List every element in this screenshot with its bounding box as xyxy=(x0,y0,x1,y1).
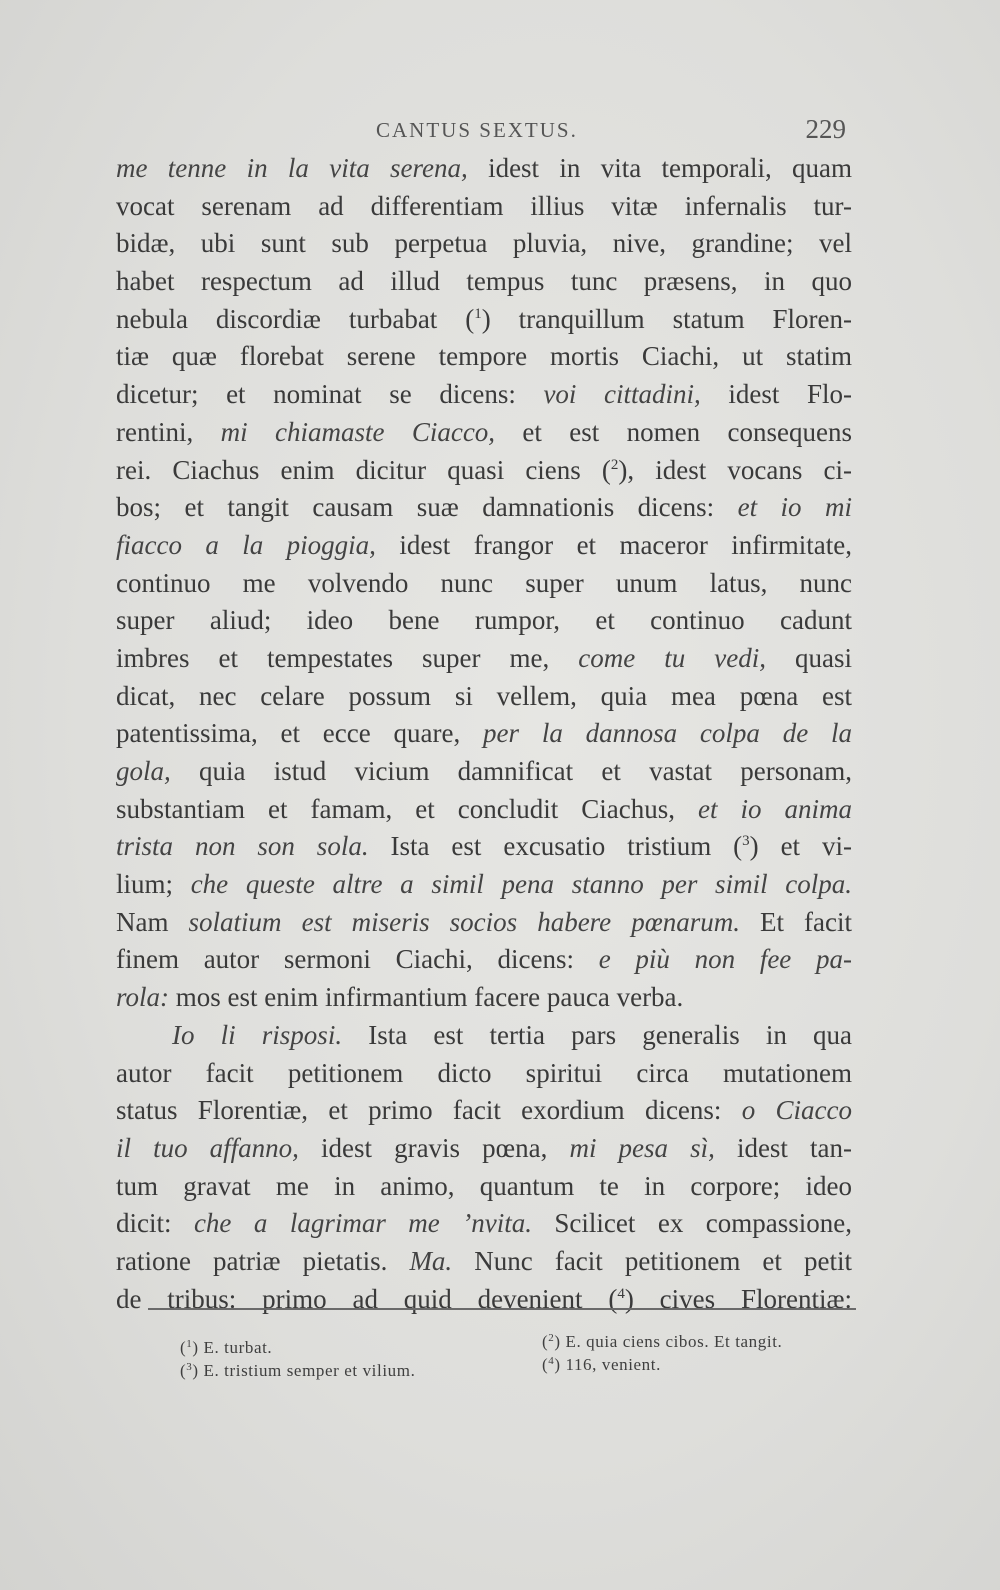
text-line: me tenne in la vita serena, idest in vita temporali, quam xyxy=(116,153,853,183)
text-line: fiacco a la pioggia, idest frangor et maceror infirmitate, xyxy=(116,529,852,560)
text-line: trista non son sola. Ista est excusatio tristium ($^3$) et vi- xyxy=(116,831,852,862)
footnote-rule xyxy=(148,1308,856,1310)
text-line: ratione patriæ pietatis. Ma. Nunc facit petitionem et petit xyxy=(116,1245,852,1276)
body-text xyxy=(116,150,852,1318)
text-line: vocat serenam ad differentiam illius vitæ infernalis tur- xyxy=(116,190,852,221)
text-line: bidæ, ubi sunt sub perpetua pluvia, nive, grandine; vel xyxy=(116,228,852,259)
footnote-4: ($^4$) 116, venient. xyxy=(542,1355,661,1374)
text-line: dicat, nec celare possum si vellem, quia mea pœna est xyxy=(116,680,852,711)
text-line: Nam solatium est miseris socios habere pœnarum. Et facit xyxy=(116,906,852,937)
text-line: bos; et tangit causam suæ damnationis dicens: et io mi xyxy=(116,492,852,523)
footnote-3: ($^3$) E. tristium semper et vilium. xyxy=(180,1361,416,1380)
text-line: tum gravat me in animo, quantum te in corpore; ideo xyxy=(116,1170,852,1201)
text-line: super aliud; ideo bene rumpor, et continuo cadunt xyxy=(116,605,852,636)
text-line: finem autor sermoni Ciachi, dicens: e più non fee pa- xyxy=(116,944,852,975)
text-line: nebula discordiæ turbabat ($^1$) tranquillum statum Floren- xyxy=(116,303,852,334)
text-line: patentissima, et ecce quare, per la dannosa colpa de la xyxy=(116,718,852,749)
text-line: tiæ quæ florebat serene tempore mortis Ciachi, ut statim xyxy=(116,341,852,372)
text-line: status Florentiæ, et primo facit exordium dicens: o Ciacco xyxy=(116,1095,852,1126)
page-number: 229 xyxy=(805,114,846,144)
text-line: Io li risposi. Ista est tertia pars generalis in qua xyxy=(172,1019,852,1050)
text-line: rola: mos est enim infirmantium facere pauca verba. xyxy=(116,982,684,1013)
text-line: rei. Ciachus enim dicitur quasi ciens ($^2$), idest vocans ci- xyxy=(116,454,852,485)
footnote-1: ($^1$) E. turbat. xyxy=(180,1338,273,1357)
text-line: lium; che queste altre a simil pena stanno per simil colpa. xyxy=(116,869,852,900)
text-line: habet respectum ad illud tempus tunc præsens, in quo xyxy=(116,266,852,297)
running-head xyxy=(130,116,850,146)
running-title: CANTUS SEXTUS. xyxy=(376,118,578,142)
text-line: substantiam et famam, et concludit Ciachus, et io anima xyxy=(116,793,852,824)
text-line: gola, quia istud vicium damnificat et vastat personam, xyxy=(116,756,852,786)
footnote-2: ($^2$) E. quia ciens cibos. Et tangit. xyxy=(542,1332,783,1351)
text-line: il tuo affanno, idest gravis pœna, mi pesa sì, idest tan- xyxy=(116,1132,852,1163)
text-line: autor facit petitionem dicto spiritui circa mutationem xyxy=(116,1057,852,1088)
text-line: de tribus: primo ad quid devenient ($^4$) cives Florentiæ: xyxy=(116,1283,852,1314)
text-line: continuo me volvendo nunc super unum latus, nunc xyxy=(116,567,852,598)
text-line: dicetur; et nominat se dicens: voi cittadini, idest Flo- xyxy=(116,379,852,410)
text-line: dicit: che a lagrimar me ’nvita. Scilicet ex compassione, xyxy=(116,1208,852,1239)
text-line: rentini, mi chiamaste Ciacco, et est nomen consequens xyxy=(116,416,852,447)
text-line: imbres et tempestates super me, come tu vedi, quasi xyxy=(116,642,852,673)
